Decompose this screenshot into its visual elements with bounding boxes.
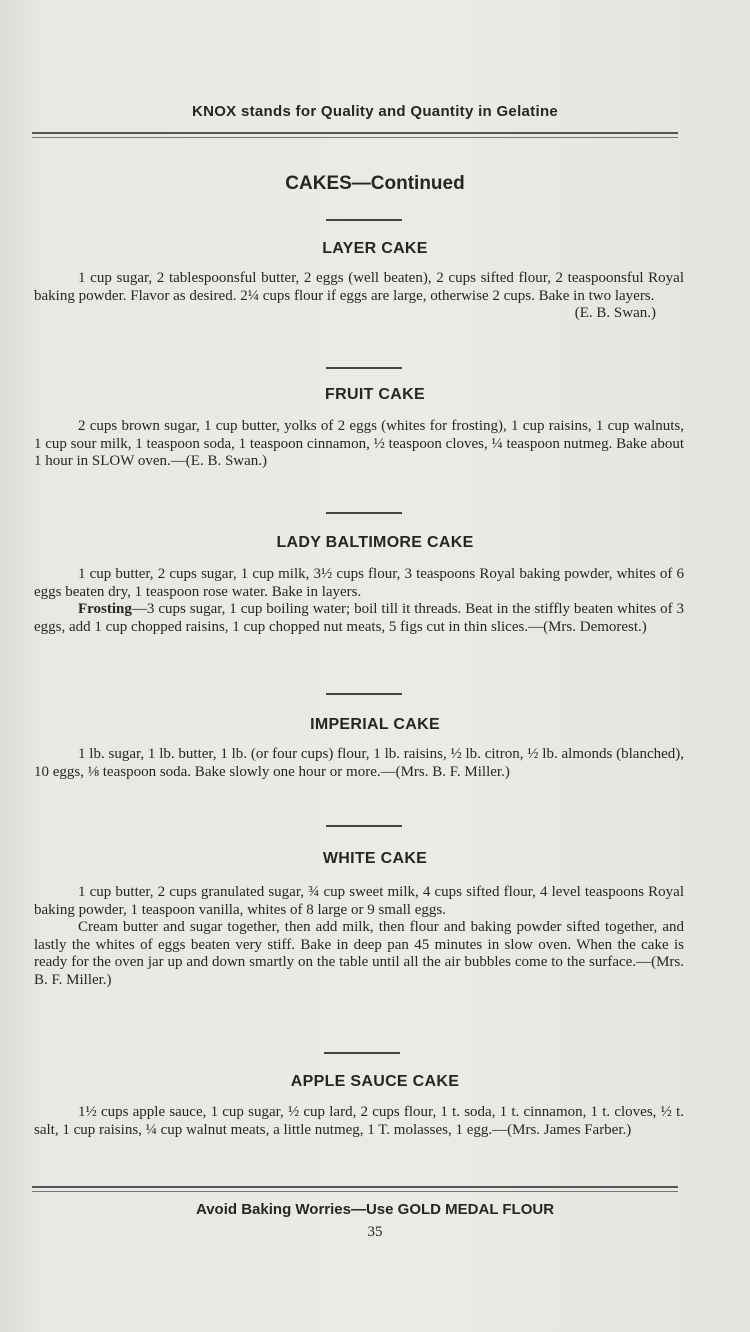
- recipe-credit: (E. B. Swan.): [574, 305, 656, 321]
- recipe-paragraph: 1½ cups apple sauce, 1 cup sugar, ½ cup lard, 2 cups flour, 1 t. soda, 1 t. cinnamon, 1 t. cloves, ½ t. salt, 1 cup raisins, ¼ cup walnut meats, a little nutmeg, 1 T. molasses, 1 egg.—(Mrs. James Farber.): [34, 1104, 684, 1138]
- recipe-title-apple-sauce-cake: APPLE SAUCE CAKE: [290, 1073, 460, 1090]
- divider-rule: [326, 367, 402, 369]
- recipe-title-imperial-cake: IMPERIAL CAKE: [310, 716, 440, 733]
- divider-rule: [326, 512, 402, 514]
- recipe-body-apple-sauce-cake: [34, 1104, 684, 1139]
- frosting-paragraph: [34, 601, 684, 636]
- recipe-paragraph: 1 cup sugar, 2 tablespoonsful butter, 2 eggs (well beaten), 2 cups sifted flour, 2 teaspoonsful Royal baking powder. Flavor as desired. 2¼ cups flour if eggs are large, otherwise 2 cups. Bake in two layers.: [34, 270, 684, 304]
- recipe-title-layer-cake: LAYER CAKE: [322, 240, 428, 257]
- recipe-body-fruit-cake: [34, 418, 684, 471]
- divider-rule: [324, 1052, 400, 1054]
- recipe-body-imperial-cake: [34, 746, 684, 781]
- divider-rule: [326, 693, 402, 695]
- recipe-paragraph: 1 cup butter, 2 cups sugar, 1 cup milk, 3½ cups flour, 3 teaspoons Royal baking powder, whites of 6 eggs beaten dry, 1 teaspoon rose water. Bake in layers.: [34, 566, 684, 600]
- header-rule: [32, 132, 678, 138]
- divider-rule: [326, 219, 402, 221]
- recipe-paragraph: 1 lb. sugar, 1 lb. butter, 1 lb. (or four cups) flour, 1 lb. raisins, ½ lb. citron, ½ lb. almonds (blanched), 10 eggs, ⅛ teaspoon soda. Bake slowly one hour or more.—(Mrs. B. F. Miller.): [34, 746, 684, 780]
- recipe-body-layer-cake: [34, 270, 684, 323]
- frosting-text: —3 cups sugar, 1 cup boiling water; boil till it threads. Beat in the stiffly beaten whites of 3 eggs, add 1 cup chopped raisins, 1 cup chopped nut meats, 5 figs cut in thin slices.—(Mrs. Demorest.): [34, 601, 684, 635]
- recipe-title-white-cake: WHITE CAKE: [322, 850, 428, 867]
- divider-rule: [326, 825, 402, 827]
- page-number: 35: [367, 1224, 383, 1240]
- recipe-body-white-cake: [34, 884, 684, 989]
- recipe-paragraph: Cream butter and sugar together, then add milk, then flour and baking powder sifted together, and lastly the whites of eggs beaten very stiff. Bake in deep pan 45 minutes in slow oven. When the cake is ready for the oven jar up and down smartly on the table until all the air bubbles come to the surface.—(Mrs. B. F. Miller.): [34, 919, 684, 988]
- recipe-title-fruit-cake: FRUIT CAKE: [325, 386, 425, 403]
- recipe-body-lady-baltimore-cake: [34, 566, 684, 636]
- footer-rule: [32, 1186, 678, 1192]
- page-header: KNOX stands for Quality and Quantity in Gelatine: [191, 103, 559, 120]
- frosting-label: Frosting: [78, 601, 132, 617]
- recipe-paragraph: 2 cups brown sugar, 1 cup butter, yolks of 2 eggs (whites for frosting), 1 cup raisins, 1 cup walnuts, 1 cup sour milk, 1 teaspoon soda, 1 teaspoon cinnamon, ½ teaspoon cloves, ¼ teaspoon nutmeg. Bake about 1 hour in SLOW oven.—(E. B. Swan.): [34, 418, 684, 469]
- section-title: CAKES—Continued: [285, 173, 465, 194]
- page-footer: Avoid Baking Worries—Use GOLD MEDAL FLOUR: [195, 1201, 555, 1218]
- recipe-paragraph: 1 cup butter, 2 cups granulated sugar, ¾ cup sweet milk, 4 cups sifted flour, 4 level teaspoons Royal baking powder, 1 teaspoon vanilla, whites of 8 large or 9 small eggs.: [34, 884, 684, 918]
- recipe-title-lady-baltimore-cake: LADY BALTIMORE CAKE: [276, 534, 474, 551]
